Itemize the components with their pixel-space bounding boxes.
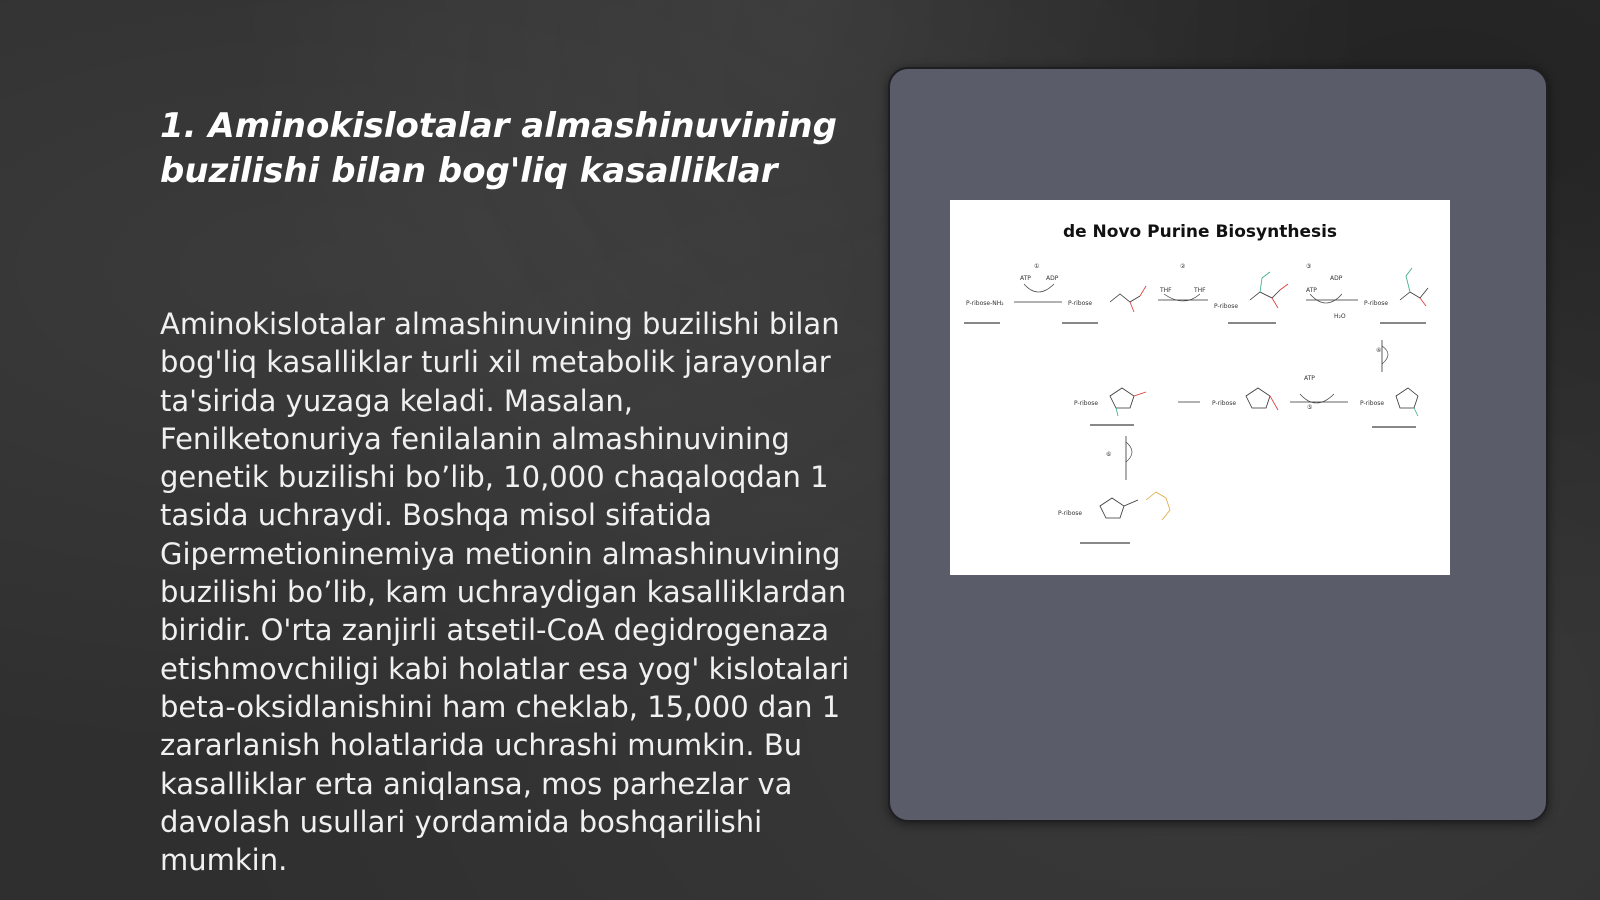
cofactor-label: THF	[1194, 287, 1206, 294]
substrate-label: P-ribose	[1364, 300, 1389, 307]
step-marker: ③	[1306, 263, 1312, 270]
pathway-drawing	[950, 200, 1450, 575]
substrate-label: P-ribose-NH₂	[966, 300, 1004, 307]
slide-title: 1. Aminokislotalar almashinuvining buzilishi bilan bog'liq kasalliklar	[160, 106, 837, 191]
substrate-label: P-ribose	[1214, 303, 1239, 310]
substrate-label: P-ribose	[1360, 400, 1385, 407]
substrate-label: P-ribose	[1058, 510, 1083, 517]
substrate-label: P-ribose	[1068, 300, 1093, 307]
step-marker: ①	[1034, 263, 1040, 270]
slide-body-text: Aminokislotalar almashinuvining buzilishi bilan bog'liq kasalliklar turli xil metabolik jarayonlar ta'sirida yuzaga keladi. Masalan, Fenilketonuriya fenilalanin almashinuvining genetik buzilishi bo’lib, 10,000 chaqaloqdan 1 tasida uchraydi. Boshqa misol sifatida Gipermetioninemiya metionin almashinuvining buzilishi bo’lib, kam uchraydigan kasalliklardan biridir. O'rta zanjirli atsetil-CoA degidrogenaza etishmovchiligi kabi holatlar esa yog' kislotalari beta-oksidlanishini ham cheklab, 15,000 dan 1 zararlanish holatlarida uchrashi mumkin. Bu kasalliklar erta aniqlansa, mos parhezlar va davolash usullari yordamida boshqarilishi mumkin.	[160, 307, 850, 878]
cofactor-label: ATP	[1020, 275, 1031, 282]
step-marker: ④	[1376, 347, 1382, 354]
substrate-label: P-ribose	[1212, 400, 1237, 407]
purine-biosynthesis-diagram	[950, 200, 1450, 575]
cofactor-label: ATP	[1306, 287, 1317, 294]
cofactor-label: ADP	[1046, 275, 1059, 282]
step-marker: ⑤	[1307, 404, 1313, 411]
cofactor-label: ATP	[1304, 375, 1315, 382]
step-marker: ⑥	[1106, 451, 1112, 458]
step-marker: ②	[1180, 263, 1186, 270]
substrate-label: P-ribose	[1074, 400, 1099, 407]
cofactor-label: H₂O	[1334, 313, 1346, 320]
cofactor-label: ADP	[1330, 275, 1343, 282]
cofactor-label: THF	[1160, 287, 1172, 294]
diagram-title: de Novo Purine Biosynthesis	[1062, 222, 1338, 242]
